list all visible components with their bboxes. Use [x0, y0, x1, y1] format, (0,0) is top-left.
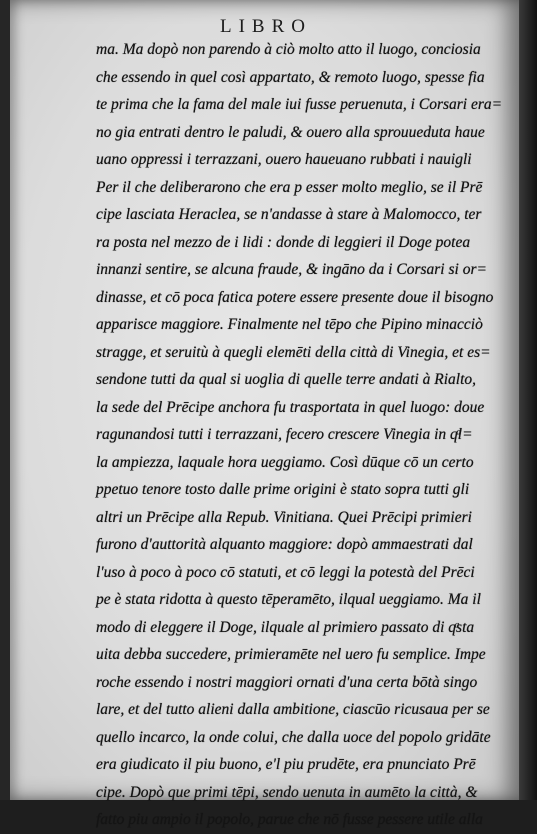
text-line: lare, et del tutto alieni dalla ambitione, ciascūo ricusaua per se [96, 701, 490, 718]
text-line: apparisce maggiore. Finalmente nel tēpo che Pipino minacciò [96, 316, 483, 333]
text-line: cipe. Dopò que primi tēpi, sendo uenuta in aumēto la città, & [96, 783, 478, 801]
text-line: ppetuo tenore tosto dalle prime origini è stato sopra tutti gli [96, 481, 470, 498]
text-line: uano oppressi i terrazzani, ouero haueuano rubbati i nauigli [96, 151, 472, 168]
text-line: innanzi sentire, se alcuna fraude, & ingāno da i Corsari si or= [96, 261, 487, 278]
text-line: Per il che deliberarono che era p esser molto meglio, se il Prē [96, 178, 483, 196]
text-line: era giudicato il piu buono, e'l piu prudēte, era pnunciato Prē [96, 756, 476, 773]
text-line: ragunandosi tutti i terrazzani, fecero crescere Vinegia in qͣl= [96, 426, 473, 443]
running-head: LIBRO [220, 16, 312, 37]
text-line: altri un Prēcipe alla Repub. Vinitiana. Quei Prēcipi primieri [96, 508, 472, 526]
text-line: fatto piu ampio il popolo, parue che nō fusse pessere utile alla [96, 811, 483, 828]
body-text [96, 36, 503, 834]
text-line: te prima che la fama del male iui fusse peruenuta, i Corsari era= [96, 96, 503, 113]
text-line: roche essendo i nostri maggiori ornati d'una certa bōtà singo [96, 673, 478, 691]
text-line: dinasse, et cō poca fatica potere essere presente doue il bisogno [96, 288, 494, 306]
text-line: furono d'auttorità alquanto maggiore: dopò ammaestrati dal [96, 536, 473, 553]
page-edge-shadow [519, 0, 537, 800]
text-line: ma. Ma dopò non parendo à ciò molto atto il luogo, conciosia [96, 41, 481, 58]
text-line: quello incarco, la onde colui, che dalla uoce del popolo gridāte [96, 728, 491, 746]
text-line: stragge, et seruitù à quegli elemēti della città di Vinegia, et es= [96, 343, 491, 361]
text-line: che essendo in quel così appartato, & remoto luogo, spesse fia [96, 68, 485, 86]
text-line: ra posta nel mezzo de i lidi : donde di leggieri il Doge potea [96, 233, 471, 251]
text-line: sendone tutti da qual si uoglia di quelle terre andati à Rialto, [96, 371, 477, 388]
text-line: cipe lasciata Heraclea, se n'andasse à stare à Malomocco, ter [96, 206, 482, 223]
text-line: uita debba succedere, primieramēte nel uero fu semplice. Impe [96, 646, 486, 663]
text-line: modo di eleggere il Doge, ilquale al primiero passato di qͣsta [96, 618, 475, 636]
text-line: no gia entrati dentro le paludi, & ouero alla sprouueduta haue [96, 123, 485, 141]
text-line: la ampiezza, laquale hora ueggiamo. Così dūque cō un certo [96, 453, 474, 471]
text-line: la sede del Prēcipe anchora fu trasportata in quel luogo: doue [96, 398, 485, 416]
text-line: l'uso à poco à poco cō statuti, et cō leggi la potestà del Prēci [96, 563, 475, 581]
book-page [10, 0, 522, 828]
text-line: pe è stata ridotta à questo tēperamēto, ilqual ueggiamo. Ma il [96, 591, 481, 608]
